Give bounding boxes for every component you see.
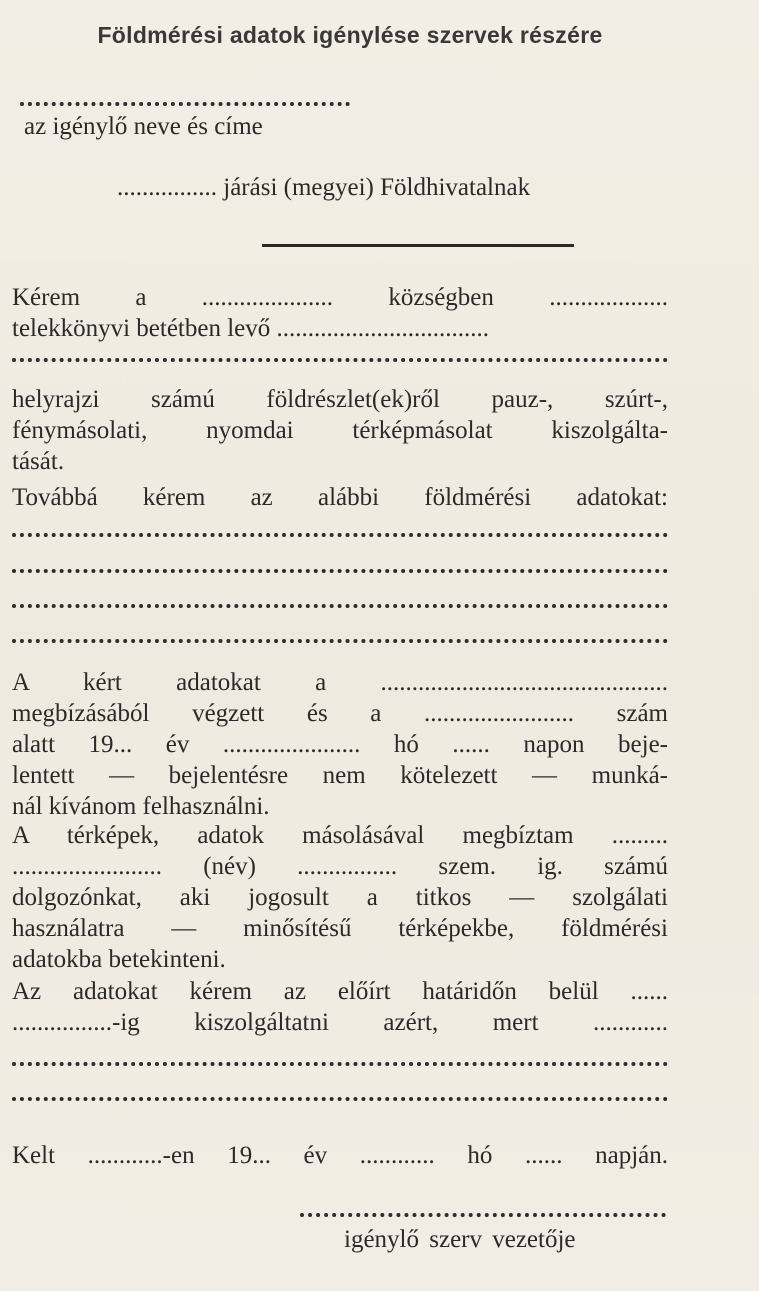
reason-line-2[interactable] <box>12 1097 668 1101</box>
requester-name-caption: az igénylő neve és címe <box>24 113 263 140</box>
deadline-line-2: ................-ig kiszolgáltatni azért, mert ............ <box>12 1009 668 1036</box>
usage-line-2: megbízásából végzett és a ........................ szám <box>12 700 668 727</box>
authorization-line-4: használatra — minősítésű térképekbe, földmérési <box>12 915 668 942</box>
request-line-7: Továbbá kérem az alábbi földmérési adatokat: <box>12 484 668 511</box>
signature-caption: igénylő szerv vezetője <box>344 1226 576 1253</box>
authorization-line-2: ........................ (név) ................ szem. ig. számú <box>12 853 668 880</box>
request-line-4: helyrajzi számú földrészlet(ek)ről pauz-, szúrt-, <box>12 386 668 413</box>
usage-line-4: lentett — bejelentésre nem kötelezett — munká- <box>12 762 668 789</box>
request-line-5: fénymásolati, nyomdai térképmásolat kiszolgálta- <box>12 417 668 444</box>
request-line-6: tását. <box>12 448 65 475</box>
deadline-line-1: Az adatokat kérem az előírt határidőn belül ...... <box>12 978 668 1005</box>
request-line-1: Kérem a ..................... községben ................... <box>12 284 668 311</box>
survey-data-line-1[interactable] <box>12 533 668 537</box>
usage-line-1: A kért adatokat a .............................................. <box>12 669 668 696</box>
date-line: Kelt ............-en 19... év ............ hó ...... napján. <box>12 1142 668 1169</box>
authorization-line-3: dolgozónkat, aki jogosult a titkos — szolgálati <box>12 884 668 911</box>
usage-line-3: alatt 19... év ...................... hó ...... napon beje- <box>12 731 668 758</box>
requester-name-field[interactable] <box>20 102 350 106</box>
survey-data-line-4[interactable] <box>12 639 668 643</box>
survey-data-line-2[interactable] <box>12 569 668 573</box>
reason-line-1[interactable] <box>12 1062 668 1066</box>
authorization-line-5: adatokba betekinteni. <box>12 946 226 973</box>
request-parcel-field[interactable] <box>12 358 668 362</box>
form-title: Földmérési adatok igénylése szervek részére <box>97 22 603 48</box>
authorization-line-1: A térképek, adatok másolásával megbíztam ......... <box>12 822 668 849</box>
survey-data-line-3[interactable] <box>12 604 668 608</box>
usage-line-5: nál kívánom felhasználni. <box>12 793 270 820</box>
request-line-2: telekkönyvi betétben levő .................................. <box>12 315 490 342</box>
signature-field[interactable] <box>300 1213 666 1217</box>
separator-rule <box>262 244 574 247</box>
land-office-line: ................ járási (megyei) Földhivatalnak <box>117 174 531 201</box>
